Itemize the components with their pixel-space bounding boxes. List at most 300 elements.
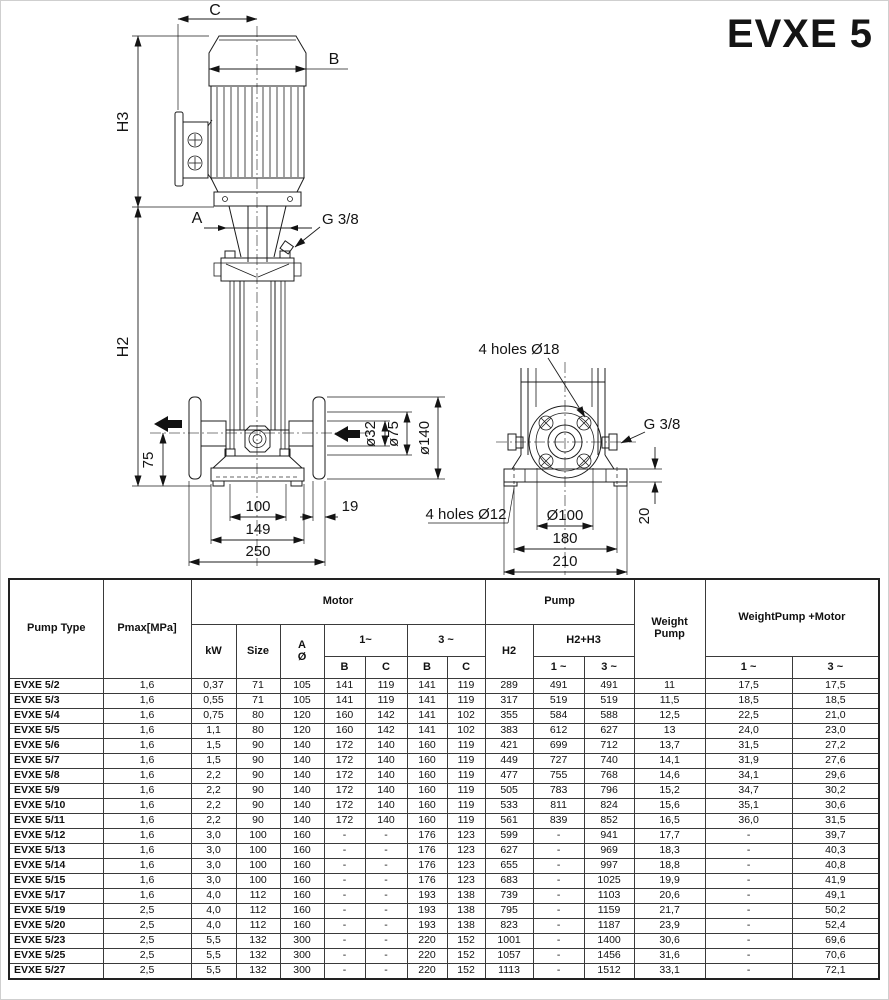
value-cell: 132 — [236, 964, 280, 980]
value-cell: 142 — [365, 709, 407, 724]
discharge-flange — [313, 397, 325, 479]
value-cell: 41,9 — [792, 874, 879, 889]
value-cell: 355 — [485, 709, 533, 724]
pump-type-cell: EVXE 5/9 — [9, 784, 103, 799]
value-cell: 160 — [280, 889, 324, 904]
header-wpm-1ph: 1 ~ — [705, 657, 792, 679]
value-cell: 823 — [485, 919, 533, 934]
value-cell: - — [365, 904, 407, 919]
value-cell: 2,2 — [191, 784, 236, 799]
header-pump-type: Pump Type — [9, 579, 103, 679]
header-motor-1ph: 1~ — [324, 625, 407, 657]
value-cell: 12,5 — [634, 709, 705, 724]
dim-label-h3: H3 — [115, 111, 132, 133]
value-cell: - — [365, 919, 407, 934]
value-cell: 40,8 — [792, 859, 879, 874]
table-row — [9, 919, 879, 934]
dim-label-d100: Ø100 — [546, 507, 584, 524]
value-cell: 1103 — [584, 889, 634, 904]
value-cell: 176 — [407, 829, 447, 844]
pump-type-cell: EVXE 5/2 — [9, 679, 103, 694]
table-row — [9, 889, 879, 904]
value-cell: 141 — [324, 679, 365, 694]
value-cell: 19,9 — [634, 874, 705, 889]
value-cell: 31,6 — [634, 949, 705, 964]
value-cell: 90 — [236, 814, 280, 829]
value-cell: 1,6 — [103, 694, 191, 709]
value-cell: - — [533, 889, 584, 904]
header-a-top: A — [298, 638, 306, 651]
value-cell: 119 — [447, 694, 485, 709]
value-cell: 120 — [280, 709, 324, 724]
value-cell: 49,1 — [792, 889, 879, 904]
value-cell: 1,6 — [103, 889, 191, 904]
value-cell: 0,75 — [191, 709, 236, 724]
value-cell: - — [533, 859, 584, 874]
value-cell: 220 — [407, 949, 447, 964]
value-cell: 100 — [236, 859, 280, 874]
value-cell: 80 — [236, 709, 280, 724]
value-cell: 141 — [407, 694, 447, 709]
table-row — [9, 964, 879, 980]
pump-type-cell: EVXE 5/5 — [9, 724, 103, 739]
value-cell: 119 — [365, 679, 407, 694]
header-b-3ph: B — [407, 657, 447, 679]
value-cell: 1,6 — [103, 679, 191, 694]
value-cell: 105 — [280, 679, 324, 694]
value-cell: 383 — [485, 724, 533, 739]
header-pmax: Pmax[MPa] — [103, 579, 191, 679]
header-a-diameter — [280, 625, 324, 679]
value-cell: 14,1 — [634, 754, 705, 769]
value-cell: 2,2 — [191, 814, 236, 829]
value-cell: 300 — [280, 934, 324, 949]
value-cell: 160 — [407, 784, 447, 799]
value-cell: - — [533, 844, 584, 859]
value-cell: - — [365, 844, 407, 859]
pump-type-cell: EVXE 5/13 — [9, 844, 103, 859]
value-cell: 30,2 — [792, 784, 879, 799]
value-cell: 11 — [634, 679, 705, 694]
value-cell: 16,5 — [634, 814, 705, 829]
flow-arrow-right — [334, 426, 360, 442]
spec-table — [8, 578, 880, 980]
value-cell: 584 — [533, 709, 584, 724]
value-cell: - — [705, 844, 792, 859]
value-cell: 119 — [447, 754, 485, 769]
value-cell: 3,0 — [191, 874, 236, 889]
value-cell: 1001 — [485, 934, 533, 949]
value-cell: 289 — [485, 679, 533, 694]
value-cell: 172 — [324, 754, 365, 769]
value-cell: 11,5 — [634, 694, 705, 709]
value-cell: 0,55 — [191, 694, 236, 709]
motor-fins — [217, 87, 298, 177]
spec-table-body — [9, 679, 879, 980]
value-cell: 317 — [485, 694, 533, 709]
value-cell: 34,1 — [705, 769, 792, 784]
pump-type-cell: EVXE 5/14 — [9, 859, 103, 874]
value-cell: - — [365, 949, 407, 964]
header-h2h3: H2+H3 — [533, 625, 634, 657]
value-cell: 160 — [280, 844, 324, 859]
dim-label-210: 210 — [552, 553, 578, 570]
value-cell: 1113 — [485, 964, 533, 980]
value-cell: 69,6 — [792, 934, 879, 949]
value-cell: 795 — [485, 904, 533, 919]
page-title: EVXE 5 — [726, 12, 873, 56]
value-cell: 39,7 — [792, 829, 879, 844]
value-cell: 160 — [280, 859, 324, 874]
value-cell: - — [533, 949, 584, 964]
value-cell: 120 — [280, 724, 324, 739]
front-view-drawing — [426, 341, 681, 575]
value-cell: 123 — [447, 829, 485, 844]
value-cell: 1,5 — [191, 754, 236, 769]
pump-type-cell: EVXE 5/20 — [9, 919, 103, 934]
value-cell: 3,0 — [191, 844, 236, 859]
value-cell: 141 — [407, 709, 447, 724]
header-pump: Pump — [485, 579, 634, 625]
value-cell: 33,1 — [634, 964, 705, 980]
value-cell: 755 — [533, 769, 584, 784]
value-cell: 112 — [236, 889, 280, 904]
value-cell: 105 — [280, 694, 324, 709]
value-cell: 160 — [280, 904, 324, 919]
value-cell: 1187 — [584, 919, 634, 934]
value-cell: - — [324, 934, 365, 949]
value-cell: 160 — [407, 799, 447, 814]
value-cell: 17,5 — [792, 679, 879, 694]
value-cell: 727 — [533, 754, 584, 769]
value-cell: - — [705, 889, 792, 904]
pump-type-cell: EVXE 5/3 — [9, 694, 103, 709]
value-cell: 13,7 — [634, 739, 705, 754]
value-cell: - — [324, 829, 365, 844]
value-cell: 30,6 — [792, 799, 879, 814]
header-a-bottom: Ø — [297, 650, 307, 663]
value-cell: 20,6 — [634, 889, 705, 904]
value-cell: 90 — [236, 784, 280, 799]
table-row — [9, 829, 879, 844]
value-cell: 119 — [447, 784, 485, 799]
value-cell: 969 — [584, 844, 634, 859]
value-cell: 160 — [407, 754, 447, 769]
pump-type-cell: EVXE 5/23 — [9, 934, 103, 949]
value-cell: 119 — [447, 799, 485, 814]
value-cell: - — [705, 829, 792, 844]
value-cell: 17,7 — [634, 829, 705, 844]
value-cell: 140 — [280, 784, 324, 799]
value-cell: 1,6 — [103, 799, 191, 814]
side-view-drawing — [115, 2, 445, 566]
dim-label-h2: H2 — [115, 336, 132, 358]
value-cell: 4,0 — [191, 919, 236, 934]
value-cell: 588 — [584, 709, 634, 724]
value-cell: - — [533, 829, 584, 844]
value-cell: - — [705, 934, 792, 949]
table-row — [9, 769, 879, 784]
value-cell: 220 — [407, 934, 447, 949]
g38-plug — [280, 241, 293, 254]
value-cell: 477 — [485, 769, 533, 784]
value-cell: 783 — [533, 784, 584, 799]
value-cell: 138 — [447, 919, 485, 934]
value-cell: 839 — [533, 814, 584, 829]
dim-label-d75: ø75 — [385, 421, 402, 447]
value-cell: 1,6 — [103, 829, 191, 844]
value-cell: 699 — [533, 739, 584, 754]
value-cell: - — [324, 889, 365, 904]
value-cell: 140 — [280, 799, 324, 814]
pump-type-cell: EVXE 5/19 — [9, 904, 103, 919]
table-row — [9, 799, 879, 814]
value-cell: 24,0 — [705, 724, 792, 739]
dim-label-100: 100 — [245, 498, 271, 515]
value-cell: 1,6 — [103, 814, 191, 829]
value-cell: 34,7 — [705, 784, 792, 799]
value-cell: 1057 — [485, 949, 533, 964]
value-cell: 23,9 — [634, 919, 705, 934]
table-row — [9, 739, 879, 754]
value-cell: 824 — [584, 799, 634, 814]
flow-arrow-left — [154, 416, 182, 432]
value-cell: 27,6 — [792, 754, 879, 769]
g38-label-side: G 3/8 — [322, 211, 359, 228]
value-cell: 90 — [236, 799, 280, 814]
value-cell: 739 — [485, 889, 533, 904]
value-cell: 80 — [236, 724, 280, 739]
value-cell: 0,37 — [191, 679, 236, 694]
value-cell: 1025 — [584, 874, 634, 889]
suction-flange — [189, 397, 201, 479]
value-cell: - — [705, 874, 792, 889]
value-cell: 491 — [533, 679, 584, 694]
dim-label-d140: ø140 — [416, 420, 433, 456]
value-cell: 23,0 — [792, 724, 879, 739]
value-cell: 160 — [280, 874, 324, 889]
header-wpm-3ph: 3 ~ — [792, 657, 879, 679]
value-cell: 27,2 — [792, 739, 879, 754]
value-cell: - — [324, 844, 365, 859]
value-cell: 21,7 — [634, 904, 705, 919]
value-cell: 140 — [365, 739, 407, 754]
label-4holes-d18: 4 holes Ø18 — [478, 341, 560, 358]
value-cell: 140 — [280, 814, 324, 829]
dim-label-75: 75 — [140, 451, 157, 469]
value-cell: 15,6 — [634, 799, 705, 814]
value-cell: 21,0 — [792, 709, 879, 724]
dim-label-b: B — [328, 51, 340, 68]
pump-type-cell: EVXE 5/17 — [9, 889, 103, 904]
value-cell: 160 — [324, 709, 365, 724]
value-cell: 627 — [485, 844, 533, 859]
value-cell: 140 — [365, 784, 407, 799]
table-row — [9, 874, 879, 889]
table-row — [9, 934, 879, 949]
value-cell: 5,5 — [191, 964, 236, 980]
value-cell: 100 — [236, 844, 280, 859]
value-cell: 102 — [447, 724, 485, 739]
value-cell: - — [365, 889, 407, 904]
value-cell: 997 — [584, 859, 634, 874]
value-cell: 13 — [634, 724, 705, 739]
value-cell: 119 — [447, 769, 485, 784]
value-cell: 18,5 — [792, 694, 879, 709]
value-cell: 2,5 — [103, 919, 191, 934]
pump-type-cell: EVXE 5/4 — [9, 709, 103, 724]
value-cell: 90 — [236, 739, 280, 754]
value-cell: 1159 — [584, 904, 634, 919]
value-cell: - — [365, 829, 407, 844]
value-cell: 14,6 — [634, 769, 705, 784]
value-cell: 22,5 — [705, 709, 792, 724]
value-cell: 1,6 — [103, 724, 191, 739]
value-cell: - — [365, 874, 407, 889]
value-cell: 193 — [407, 904, 447, 919]
value-cell: 123 — [447, 859, 485, 874]
table-row — [9, 814, 879, 829]
value-cell: 2,2 — [191, 799, 236, 814]
value-cell: 141 — [407, 724, 447, 739]
value-cell: 1,6 — [103, 784, 191, 799]
value-cell: 29,6 — [792, 769, 879, 784]
value-cell: 796 — [584, 784, 634, 799]
value-cell: 160 — [407, 739, 447, 754]
pump-type-cell: EVXE 5/7 — [9, 754, 103, 769]
value-cell: 141 — [407, 679, 447, 694]
value-cell: 193 — [407, 919, 447, 934]
value-cell: 18,5 — [705, 694, 792, 709]
value-cell: 4,0 — [191, 904, 236, 919]
value-cell: 1,6 — [103, 739, 191, 754]
value-cell: 152 — [447, 964, 485, 980]
value-cell: 2,5 — [103, 904, 191, 919]
value-cell: 1512 — [584, 964, 634, 980]
value-cell: 90 — [236, 754, 280, 769]
value-cell: 612 — [533, 724, 584, 739]
g38-label-front: G 3/8 — [643, 416, 681, 433]
table-row — [9, 724, 879, 739]
value-cell: 123 — [447, 844, 485, 859]
pump-type-cell: EVXE 5/12 — [9, 829, 103, 844]
value-cell: 2,5 — [103, 934, 191, 949]
value-cell: 138 — [447, 904, 485, 919]
header-size: Size — [236, 625, 280, 679]
value-cell: 519 — [584, 694, 634, 709]
dim-label-19: 19 — [341, 498, 359, 515]
value-cell: - — [324, 859, 365, 874]
header-h2h3-3ph: 3 ~ — [584, 657, 634, 679]
dim-label-a: A — [191, 210, 203, 227]
value-cell: - — [705, 859, 792, 874]
value-cell: 193 — [407, 889, 447, 904]
value-cell: 140 — [280, 754, 324, 769]
table-row — [9, 844, 879, 859]
dim-label-c: C — [209, 2, 221, 19]
value-cell: 119 — [447, 814, 485, 829]
value-cell: 1,1 — [191, 724, 236, 739]
value-cell: 852 — [584, 814, 634, 829]
header-motor-3ph: 3 ~ — [407, 625, 485, 657]
value-cell: - — [324, 949, 365, 964]
value-cell: - — [533, 919, 584, 934]
value-cell: 561 — [485, 814, 533, 829]
value-cell: 18,3 — [634, 844, 705, 859]
value-cell: 172 — [324, 799, 365, 814]
dim-label-20: 20 — [636, 507, 653, 525]
value-cell: 1,6 — [103, 709, 191, 724]
value-cell: 140 — [365, 754, 407, 769]
header-weight-pump-motor: WeightPump +Motor — [705, 579, 879, 657]
value-cell: 712 — [584, 739, 634, 754]
value-cell: 176 — [407, 844, 447, 859]
value-cell: 119 — [447, 679, 485, 694]
value-cell: 5,5 — [191, 934, 236, 949]
value-cell: 140 — [365, 769, 407, 784]
value-cell: 123 — [447, 874, 485, 889]
value-cell: 36,0 — [705, 814, 792, 829]
header-b-1ph: B — [324, 657, 365, 679]
value-cell: 119 — [365, 694, 407, 709]
value-cell: 172 — [324, 784, 365, 799]
value-cell: 30,6 — [634, 934, 705, 949]
value-cell: 300 — [280, 949, 324, 964]
value-cell: - — [533, 904, 584, 919]
header-h2: H2 — [485, 625, 533, 679]
value-cell: - — [705, 949, 792, 964]
value-cell: 1,6 — [103, 844, 191, 859]
table-row — [9, 784, 879, 799]
value-cell: 15,2 — [634, 784, 705, 799]
value-cell: 52,4 — [792, 919, 879, 934]
value-cell: - — [705, 919, 792, 934]
value-cell: - — [324, 919, 365, 934]
value-cell: - — [365, 859, 407, 874]
dim-label-250: 250 — [245, 543, 271, 560]
value-cell: 1400 — [584, 934, 634, 949]
value-cell: 18,8 — [634, 859, 705, 874]
value-cell: 141 — [324, 694, 365, 709]
table-row — [9, 679, 879, 694]
value-cell: 112 — [236, 919, 280, 934]
value-cell: 160 — [407, 769, 447, 784]
pump-type-cell: EVXE 5/10 — [9, 799, 103, 814]
value-cell: - — [324, 904, 365, 919]
value-cell: 31,9 — [705, 754, 792, 769]
header-h2h3-1ph: 1 ~ — [533, 657, 584, 679]
value-cell: 519 — [533, 694, 584, 709]
value-cell: 421 — [485, 739, 533, 754]
value-cell: - — [533, 934, 584, 949]
value-cell: 100 — [236, 829, 280, 844]
value-cell: 72,1 — [792, 964, 879, 980]
table-row — [9, 709, 879, 724]
value-cell: 176 — [407, 874, 447, 889]
value-cell: 132 — [236, 949, 280, 964]
value-cell: 160 — [280, 919, 324, 934]
value-cell: 811 — [533, 799, 584, 814]
value-cell: 1,6 — [103, 859, 191, 874]
value-cell: 941 — [584, 829, 634, 844]
value-cell: 768 — [584, 769, 634, 784]
header-motor: Motor — [191, 579, 485, 625]
value-cell: - — [533, 874, 584, 889]
value-cell: 112 — [236, 904, 280, 919]
value-cell: - — [533, 964, 584, 980]
value-cell: - — [324, 874, 365, 889]
value-cell: 160 — [324, 724, 365, 739]
